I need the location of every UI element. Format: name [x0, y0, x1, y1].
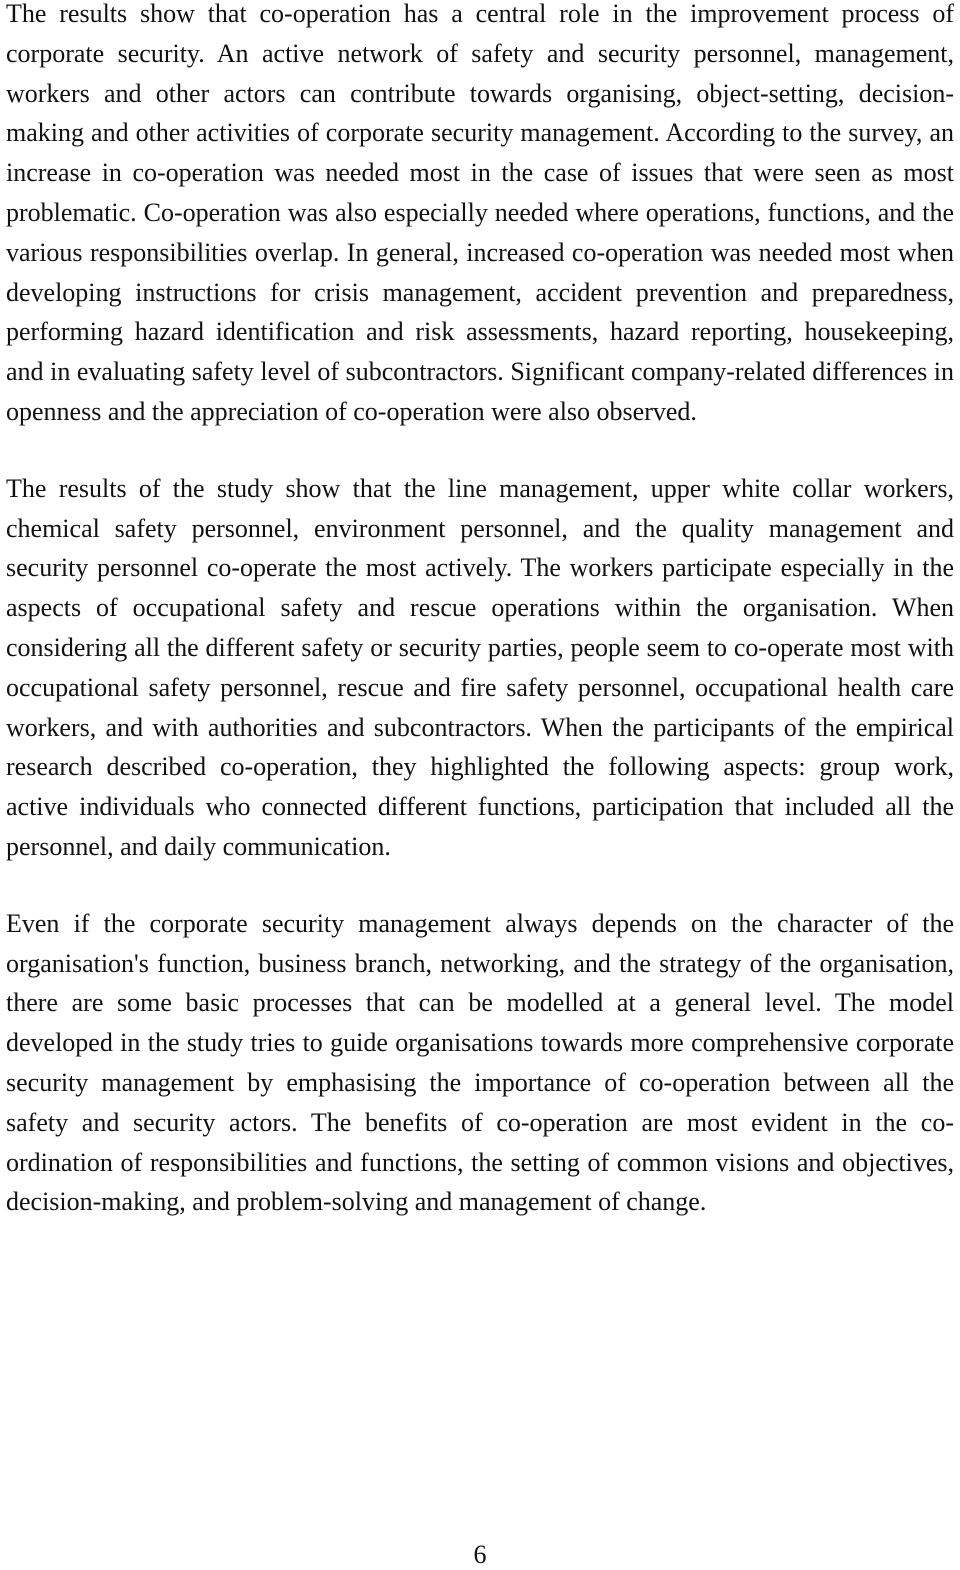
paragraph-management-model: Even if the corporate security management always depends on the character of the organisation's function, business branch, networking, and the strategy of the organisation, there are some basic processes that can be modelled at a general level. The model developed in the study tries to guide organisations towards more comprehensive corporate security management by emphasising the importance of co-operation between all the safety and security actors. The benefits of co-operation are most evident in the co-ordination of responsibilities and functions, the setting of common visions and objectives, decision-making, and problem-solving and management of change. [6, 908, 954, 1217]
paragraph-cooperation-role: The results show that co-operation has a central role in the improvement process of corporate security. An active network of safety and security personnel, management, workers and other actors can contribute towards organising, object-setting, decision-making and other activities of corporate security management. According to the survey, an increase in co-operation was needed most in the case of issues that were seen as most problematic. Co-operation was also especially needed where operations, functions, and the various responsibilities overlap. In general, increased co-operation was needed most when developing instructions for crisis management, accident prevention and preparedness, performing hazard identification and risk assessments, hazard reporting, housekeeping, and in evaluating safety level of subcontractors. Significant company-related differences in openness and the appreciation of co-operation were also observed. [6, 0, 954, 426]
body-text [6, 0, 954, 1222]
paragraph-cooperation-parties: The results of the study show that the line management, upper white collar workers, chemical safety personnel, environment personnel, and the quality management and security personnel co-operate the most actively. The workers participate especially in the aspects of occupational safety and rescue operations within the organisation. When considering all the different safety or security parties, people seem to co-operate most with occupational safety personnel, rescue and fire safety personnel, occupational health care workers, and with authorities and subcontractors. When the participants of the empirical research described co-operation, they highlighted the following aspects: group work, active individuals who connected different functions, participation that included all the personnel, and daily communication. [6, 473, 954, 861]
page-number: 6 [473, 1540, 487, 1569]
